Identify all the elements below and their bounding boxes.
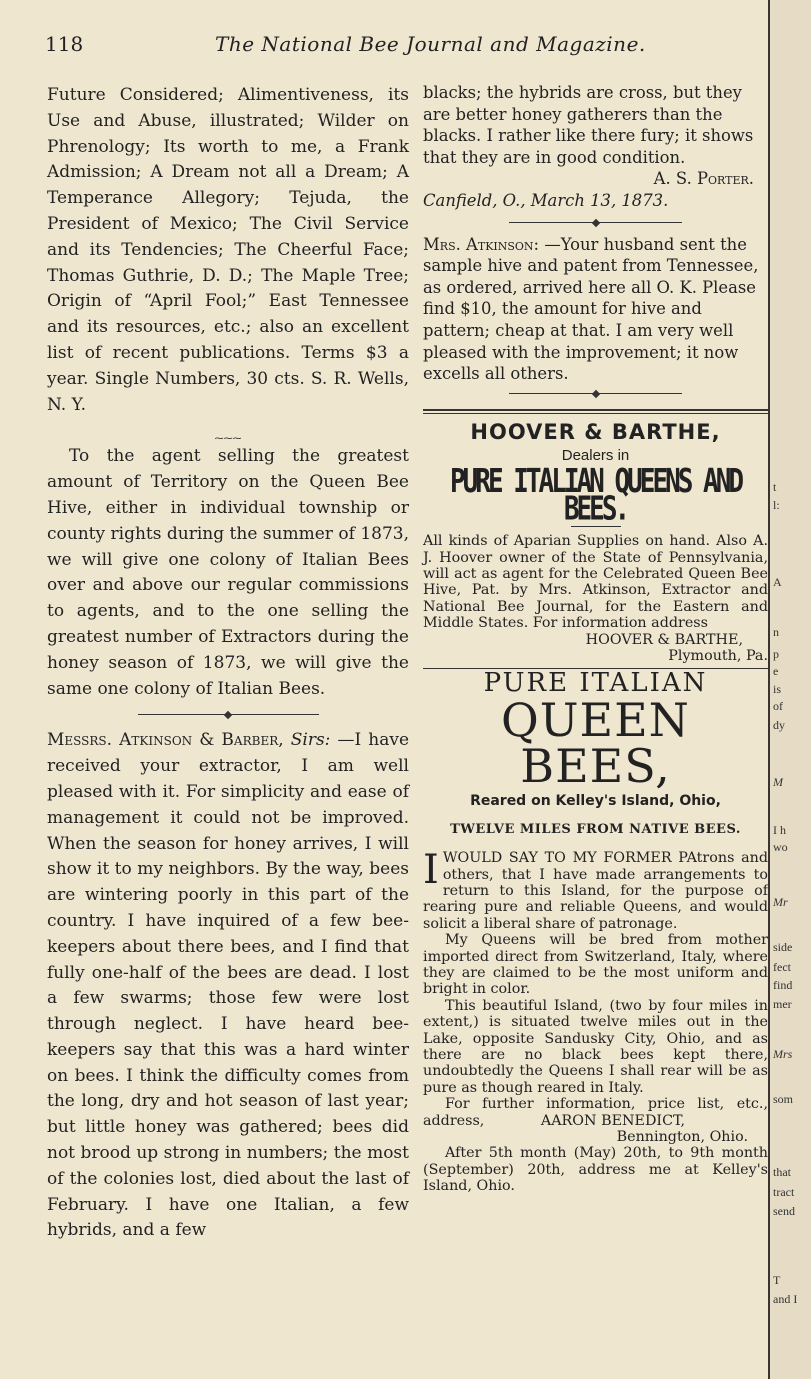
edge-fragment: Mrs	[773, 1047, 793, 1061]
pure-italian-heading: PURE ITALIAN	[483, 668, 708, 699]
agent-offer-paragraph: To the agent selling the greatest amount of Territory on the Queen Bee Hive, either in individual township or county rights during the summer of 1873, we will give one colony of Italian Bees over and above our regular commissions to agents, and to the one selling the greatest number of Extractors during the honey season of 1873, we will give the same one colony of Italian Bees.	[47, 446, 409, 699]
edge-fragment: of	[773, 699, 783, 713]
edge-fragment: A	[773, 575, 782, 589]
edge-fragment: t	[773, 480, 777, 494]
edge-fragment: M	[773, 775, 783, 789]
page-header	[45, 28, 765, 68]
section-divider	[47, 708, 409, 722]
edge-fragment: Mr	[773, 895, 788, 909]
page-number: 118	[45, 32, 84, 56]
edge-fragment: and I	[773, 1292, 798, 1306]
phrenological-journal-paragraph: Future Considered; Alimentiveness, its Use and Abuse, illustrated; Wilder on Phrenology; Its worth to me, a Frank Admission; A Dream not all a Dream; A Temperance Allegory; Tejuda, the President of Mexico; The Civil Service and its Tendencies; The Cheerful Face; Thomas Guthrie, D. D.; The Maple Tree; Origin of “April Fool;” East Tennessee and its resources, etc.; also an excellent list of recent publications. Terms $3 a year. Single Numbers, 30 cts. S. R. Wells, N. Y.	[47, 85, 409, 415]
next-page-edge	[768, 0, 811, 1379]
edge-fragment: fect	[773, 960, 791, 974]
edge-fragment: is	[773, 682, 782, 696]
edge-fragment: side	[773, 940, 793, 954]
letter-signature: A. S. Porter.	[653, 169, 754, 189]
reared-subheading: Reared on Kelley's Island, Ohio,	[470, 792, 721, 809]
edge-fragment: l:	[773, 498, 780, 512]
edge-fragment: T	[773, 1273, 781, 1287]
hoover-barthe-title: HOOVER & BARTHE,	[470, 419, 721, 444]
right-column	[423, 82, 768, 1195]
porter-letter	[47, 728, 409, 1244]
edge-fragment: find	[773, 978, 793, 992]
letter-salutation: Messrs. Atkinson & Barber,	[47, 730, 284, 751]
atkinson-salutation: Mrs. Atkinson:	[423, 234, 540, 254]
edge-fragment: p	[773, 647, 779, 661]
letter-dateline: Canfield, O., March 13, 1873.	[423, 190, 669, 210]
drop-cap: I	[423, 847, 439, 894]
benedict-para4	[423, 1096, 768, 1129]
letter-salutation-sirs: Sirs:	[290, 730, 331, 751]
benedict-advertisement	[423, 668, 768, 1195]
letter-body: —I have received your extractor, I am well pleased with it. For simplicity and ease of management it could not be improved. When the season for honey arrives, I will show it to my neighbors. By the way, bees are wintering poorly in this part of the country. I have inquired of a few bee-keepers about there bees, and I find that fully one-half of the bees are dead. I lost a few swarms; those few were lost through neglect. I have heard bee-keepers say that this was a hard winter on bees. I think the difficulty comes from the long, dry and hot season of last year; but little honey was gathered; bees did not brood up strong in numbers; the most of the colonies lost, died about the last of February. I have one Italian, a few hybrids, and a few	[47, 730, 410, 1241]
edge-fragment: dy	[773, 718, 785, 732]
edge-fragment: mer	[773, 997, 792, 1011]
edge-fragment: send	[773, 1204, 795, 1218]
atkinson-divider	[423, 387, 768, 401]
hoover-barthe-sig-name: HOOVER & BARTHE,	[585, 631, 743, 648]
benedict-intro	[423, 847, 768, 932]
running-title: The National Bee Journal and Magazine.	[215, 32, 646, 56]
benedict-para2: My Queens will be bred from mother imported direct from Switzerland, Italy, where they are claimed to be the most uniform and bright in color.	[423, 932, 768, 998]
atkinson-letter	[423, 234, 768, 385]
edge-fragment: n	[773, 625, 779, 639]
edge-fragment: tract	[773, 1185, 795, 1199]
edge-fragment: wo	[773, 840, 788, 854]
left-column	[47, 83, 409, 1244]
section-ornament: ⁓⁓⁓	[214, 434, 242, 445]
benedict-para5: After 5th month (May) 20th, to 9th month (September) 20th, address me at Kelley's Island, Ohio.	[423, 1145, 768, 1195]
queen-bees-heading: QUEEN BEES,	[501, 692, 690, 793]
benedict-para4-lead: For further information, price list, etc., address,	[423, 1096, 768, 1129]
benedict-para3: This beautiful Island, (two by four miles in extent,) is situated twelve miles out in the Lake, opposite Sandusky City, Ohio, and as there are no black bees kept there, undoubtedly the Queens I shall rear will be as pure as though reared in Italy.	[423, 997, 768, 1096]
edge-fragment: I h	[773, 823, 786, 837]
hoover-barthe-sig-place: Plymouth, Pa.	[668, 647, 768, 664]
hoover-barthe-body: All kinds of Aparian Supplies on hand. Also A. J. Hoover owner of the State of Pennsylvania, will act as agent for the Celebrated Queen Bee Hive, Pat. by Mrs. Atkinson, Extractor and National Bee Journal, for the Eastern and Middle States. For information address	[423, 533, 768, 632]
twelve-miles-subheading: TWELVE MILES FROM NATIVE BEES.	[450, 821, 741, 837]
atkinson-body: —Your husband sent the sample hive and patent from Tennessee, as ordered, arrived here all O. K. Please find $10, the amount for hive and pattern; cheap at that. I am very well pleased with the improvement; it now excells all others.	[423, 234, 759, 384]
benedict-para1: WOULD SAY TO MY FORMER PAtrons and others, that I have made arrangements to return to this Island, for the purpose of rearing pure and reliable Queens, and would solicit a liberal share of patronage.	[423, 850, 768, 932]
hoover-barthe-advertisement	[423, 419, 768, 665]
edge-fragment: som	[773, 1092, 794, 1106]
dealers-in: Dealers in	[561, 447, 630, 465]
double-rule	[423, 409, 768, 414]
edge-fragment: e	[773, 664, 779, 678]
benedict-name: AARON BENEDICT,	[540, 1112, 685, 1129]
pure-italian-queens-headline: PURE ITALIAN QUEENS AND BEES.	[449, 463, 742, 528]
letter-continuation: blacks; the hybrids are cross, but they are better honey gatherers than the blacks. I rather like there fury; it shows that they are in good condition.	[423, 83, 754, 167]
letter-divider	[423, 216, 768, 230]
benedict-place: Bennington, Ohio.	[616, 1129, 748, 1146]
edge-fragment: that	[773, 1165, 791, 1179]
